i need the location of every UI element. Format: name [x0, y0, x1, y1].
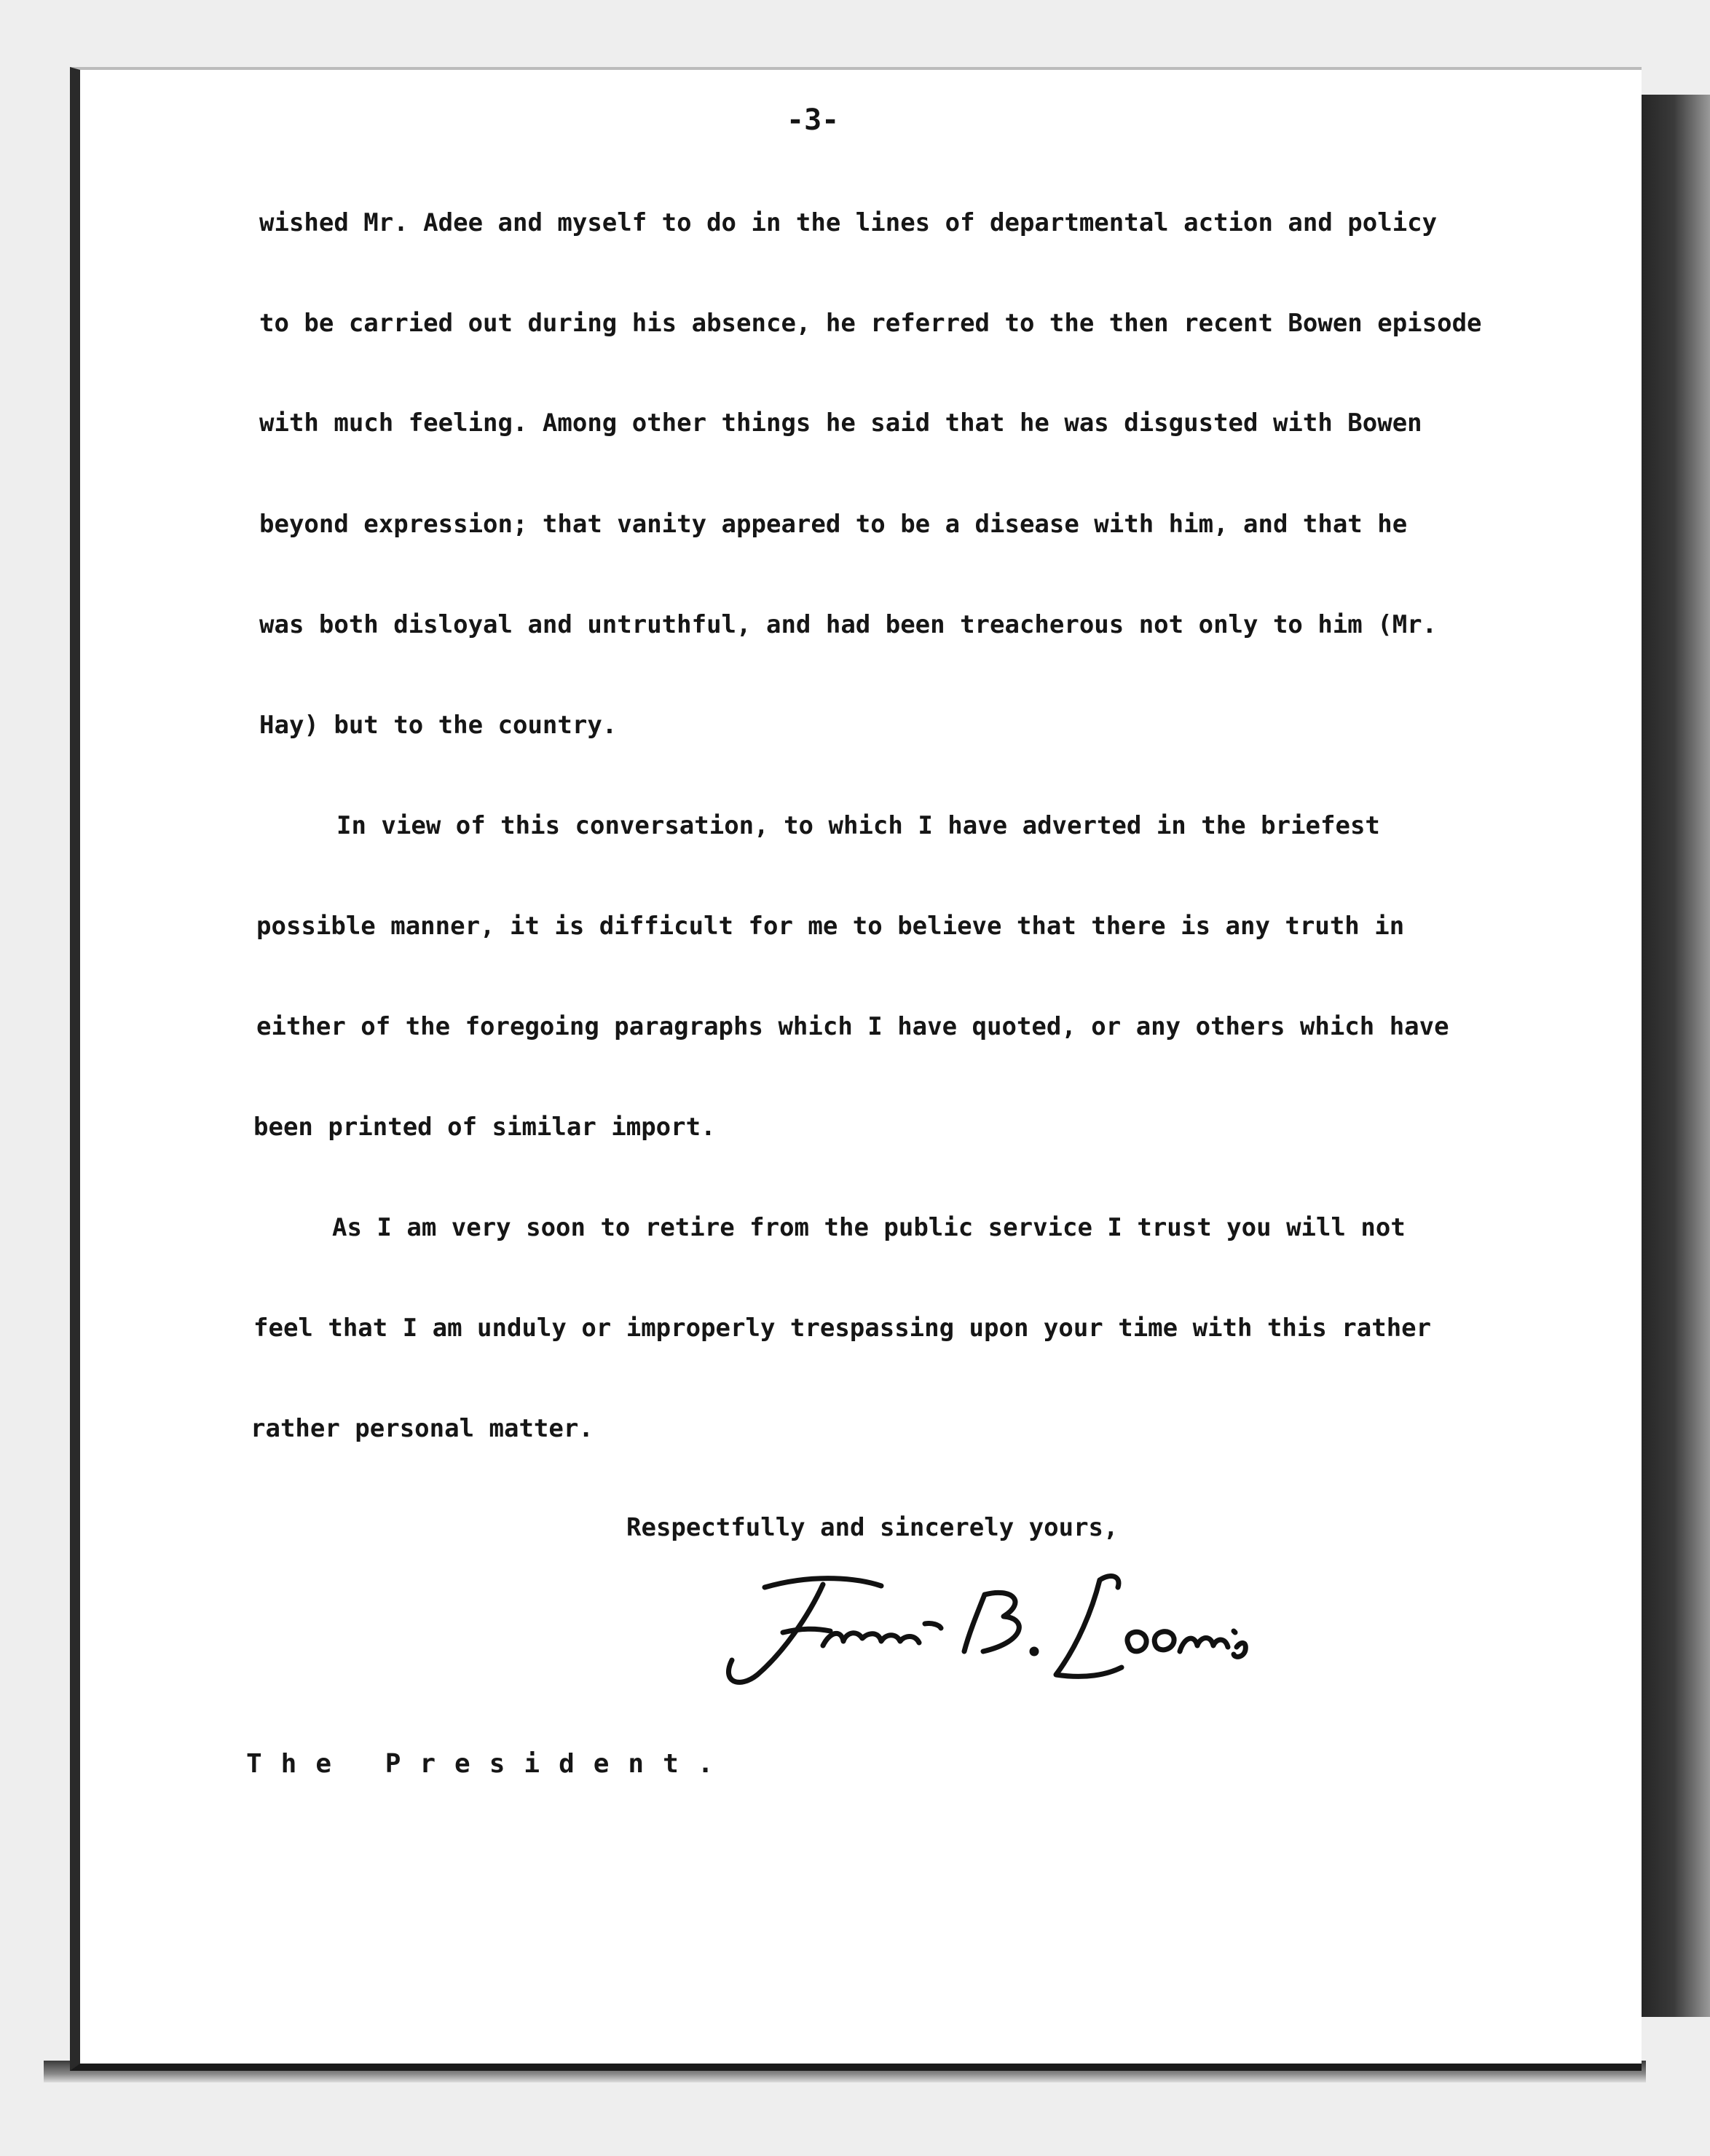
paragraph-1-line-2: to be carried out during his absence, he referred to the then recent Bowen episode [259, 309, 1482, 338]
closing-salutation: Respectfully and sincerely yours, [626, 1513, 1119, 1542]
paragraph-1-line-6: Hay) but to the country. [259, 711, 618, 740]
paragraph-2-line-1: In view of this conversation, to which I have adverted in the briefest [336, 811, 1380, 840]
paragraph-2-line-3: either of the foregoing paragraphs which I have quoted, or any others which have [256, 1012, 1449, 1041]
paragraph-3-line-1: As I am very soon to retire from the public service I trust you will not [332, 1213, 1406, 1242]
paragraph-3-line-3: rather personal matter. [251, 1414, 594, 1443]
paragraph-2-line-2: possible manner, it is difficult for me to believe that there is any truth in [256, 912, 1405, 941]
sheet-edge-shadow [1630, 95, 1710, 2017]
paragraph-3-line-2: feel that I am unduly or improperly trespassing upon your time with this rather [253, 1314, 1432, 1343]
paragraph-1-line-5: was both disloyal and untruthful, and had been treacherous not only to him (Mr. [259, 610, 1438, 639]
paragraph-1-line-1: wished Mr. Adee and myself to do in the lines of departmental action and policy [259, 208, 1438, 237]
paragraph-1-line-4: beyond expression; that vanity appeared to be a disease with him, and that he [259, 510, 1408, 539]
page-number: -3- [787, 103, 840, 137]
handwritten-signature [714, 1565, 1253, 1704]
paragraph-2-line-4: been printed of similar import. [253, 1113, 716, 1142]
paragraph-1-line-3: with much feeling. Among other things he said that he was disgusted with Bowen [259, 408, 1422, 438]
addressee: The President. [246, 1749, 733, 1779]
